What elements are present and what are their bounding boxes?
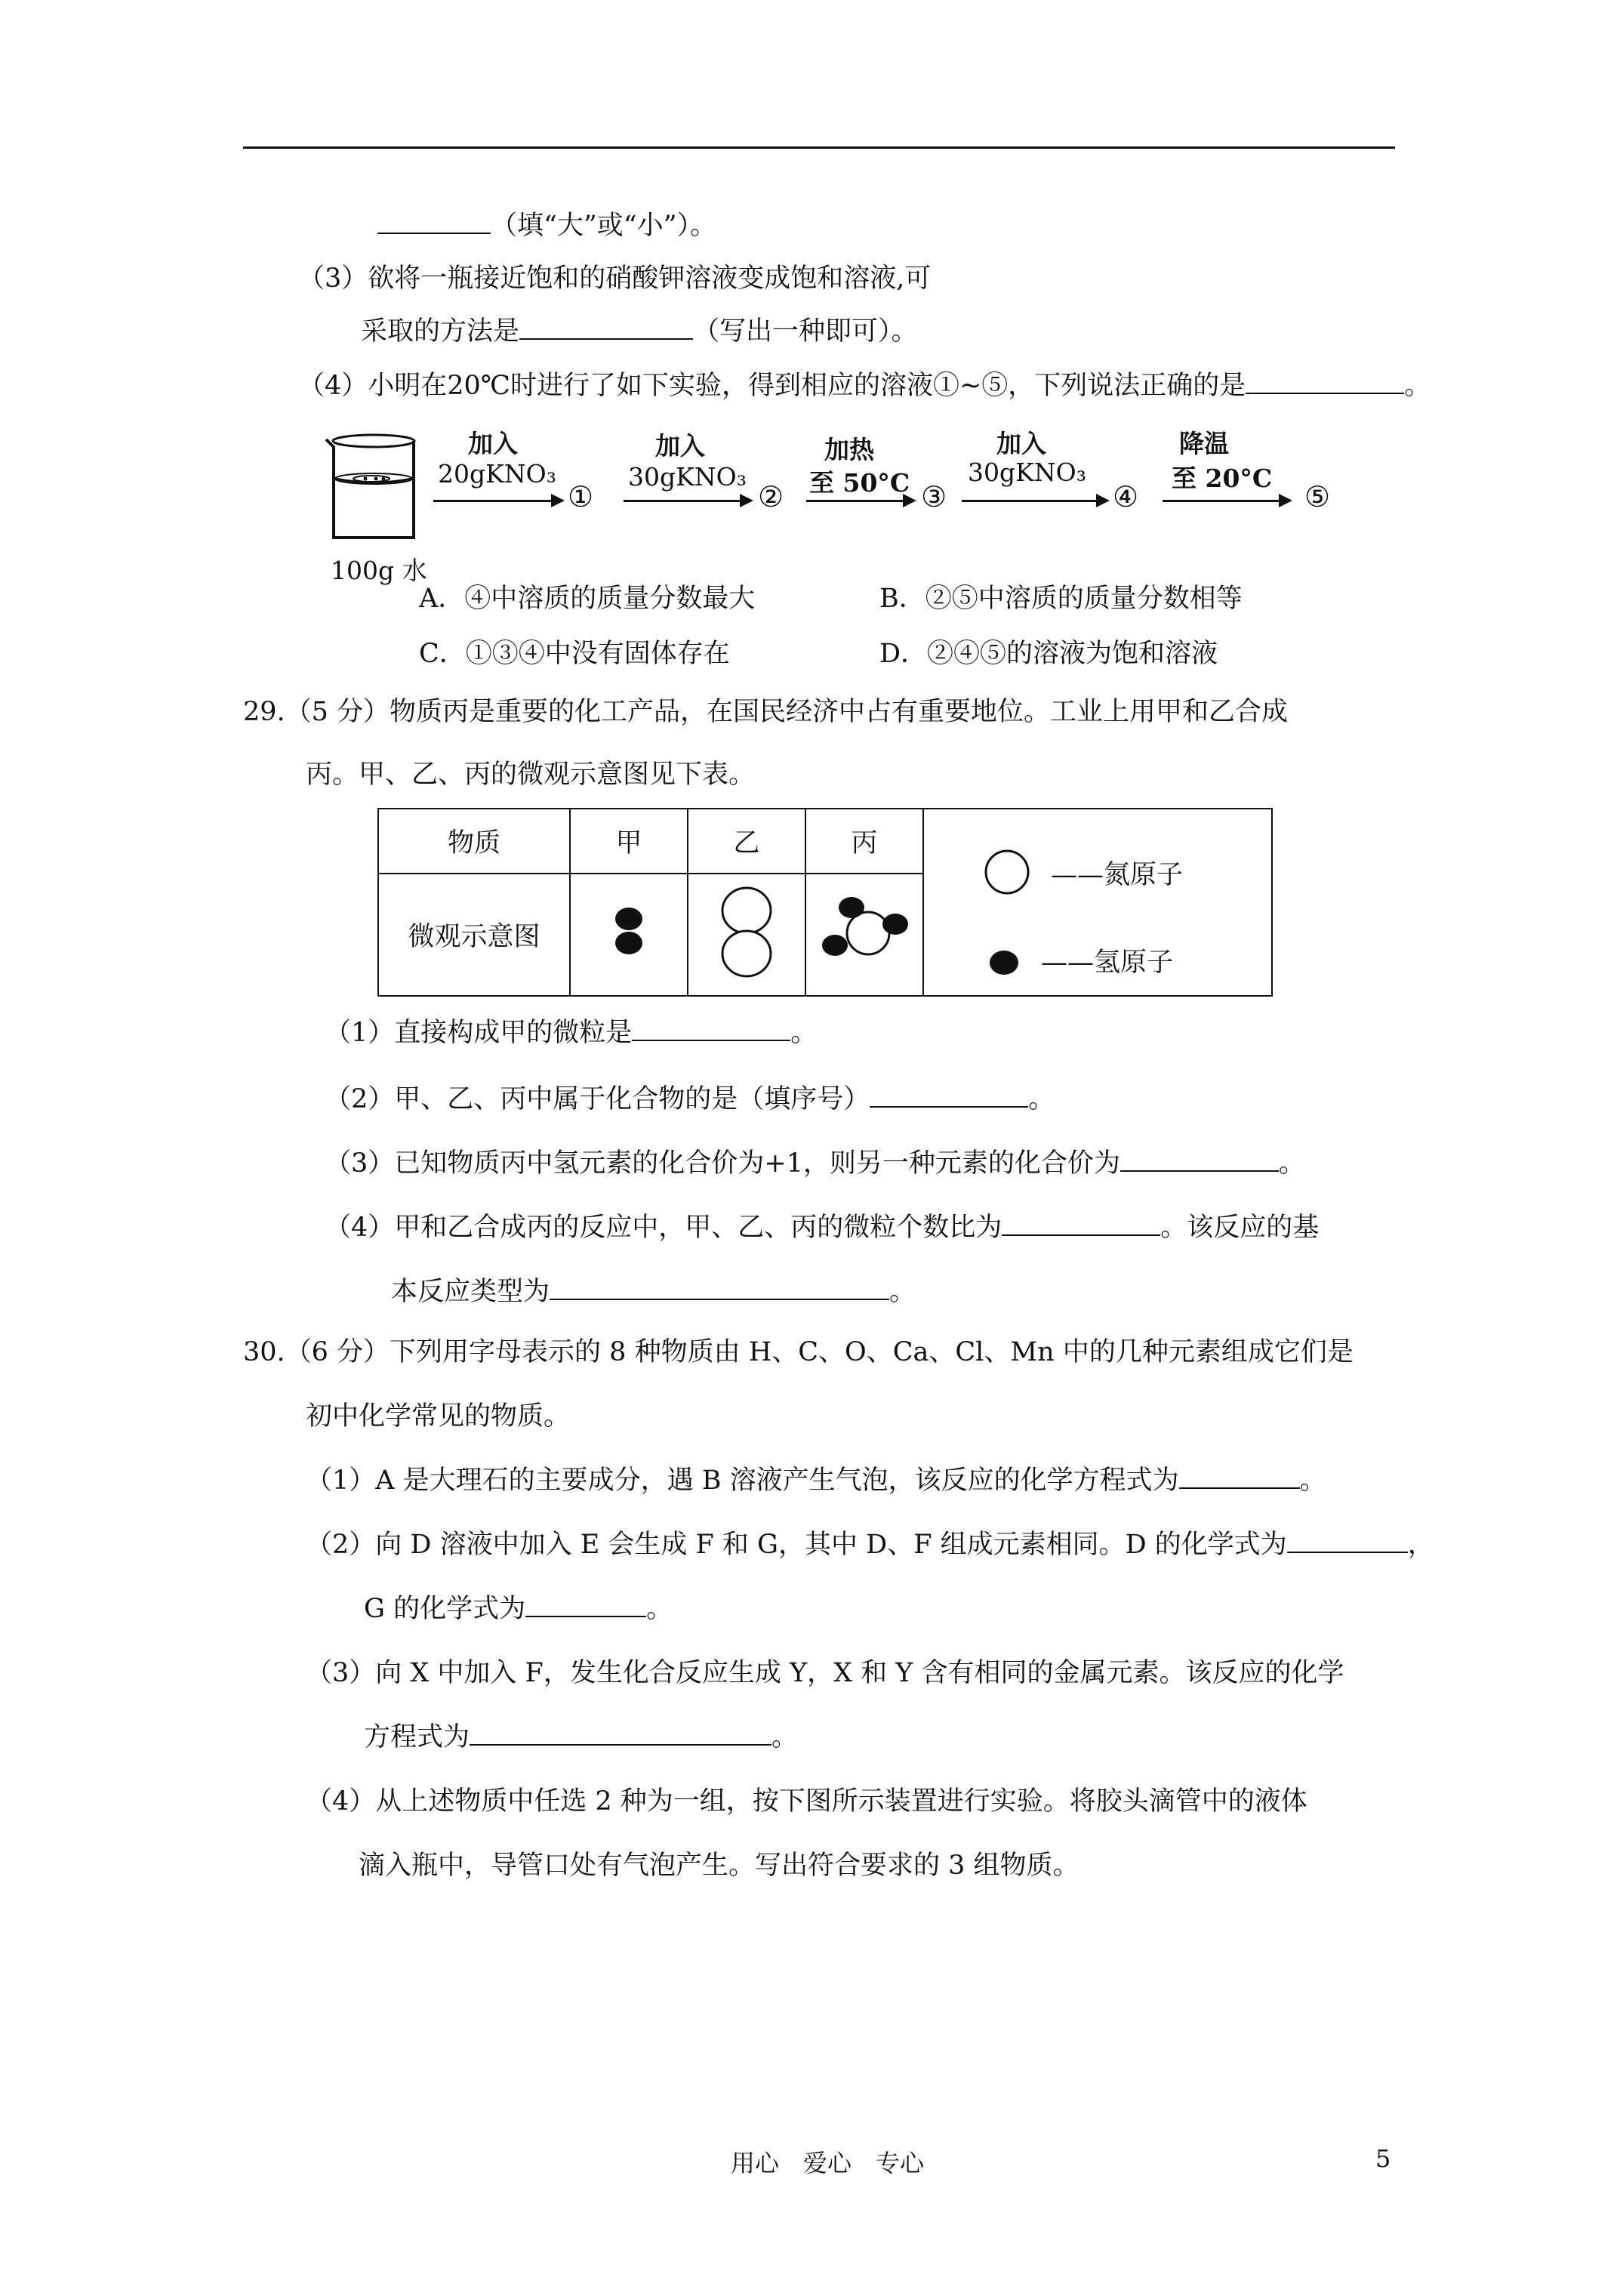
molecule-table — [377, 808, 1273, 997]
legend-cell — [923, 809, 1272, 996]
q29-part4-end: 。该反应的基 — [1160, 1213, 1320, 1243]
answer-blank[interactable] — [632, 1017, 790, 1041]
q30-part3-line1: （3）向 X 中加入 F，发生化合反应生成 Y，X 和 Y 含有相同的金属元素。该反应的化学 — [306, 1658, 1344, 1688]
q29-part3 — [325, 1148, 1305, 1179]
step2-bottom: 30gKNO₃ — [628, 462, 747, 492]
answer-blank[interactable] — [1246, 370, 1404, 394]
step3-top: 加热 — [824, 435, 874, 464]
step4-bottom: 30gKNO₃ — [968, 458, 1086, 487]
q30-part1 — [306, 1465, 1326, 1496]
q30-part2b-text: G 的化学式为 — [364, 1594, 526, 1624]
answer-blank[interactable] — [1179, 1465, 1300, 1489]
q29-part2-text: （2）甲、乙、丙中属于化合物的是（填序号） — [325, 1084, 870, 1114]
legend-hydrogen: ——氢原子 — [1041, 948, 1174, 978]
answer-blank[interactable] — [1002, 1212, 1160, 1236]
option-a: A．④中溶质的质量分数最大 — [419, 584, 756, 614]
solution-2: ② — [758, 480, 784, 513]
q29-part4-line2 — [391, 1276, 916, 1308]
legend-nitrogen: ——氮原子 — [1051, 860, 1184, 890]
q30-part4-line2: 滴入瓶中，导管口处有气泡产生。写出符合要求的 3 组物质。 — [359, 1851, 1079, 1881]
q29-part1-text: （1）直接构成甲的微粒是 — [325, 1018, 633, 1048]
q29-part2-end: 。 — [1028, 1084, 1055, 1114]
step2-top: 加入 — [655, 431, 705, 461]
header-substance: 物质 — [378, 809, 570, 874]
q29-part4-line1 — [325, 1212, 1319, 1244]
q29-stem-line1: 29.（5 分）物质丙是重要的化工产品，在国民经济中占有重要地位。工业上用甲和乙合成 — [243, 697, 1289, 727]
jia-diagram — [570, 874, 688, 996]
answer-blank[interactable] — [1287, 1529, 1408, 1553]
header-yi: 乙 — [688, 809, 805, 874]
q29-part1 — [325, 1017, 817, 1049]
q30-stem-line1: 30.（6 分）下列用字母表示的 8 种物质由 H、C、O、Ca、Cl、Mn 中的几种元素组成它们是 — [243, 1337, 1354, 1367]
arrow-icon — [624, 500, 750, 502]
answer-blank[interactable] — [377, 210, 491, 234]
fill-hint: （填“大”或“小”）。 — [491, 211, 717, 241]
q30-part3b-end: 。 — [771, 1722, 799, 1752]
ammonia-molecule-icon — [808, 886, 921, 977]
q29-part1-end: 。 — [790, 1018, 818, 1048]
part4-end: 。 — [1404, 371, 1431, 401]
option-b: B．②⑤中溶质的质量分数相等 — [879, 584, 1243, 614]
answer-blank[interactable] — [870, 1083, 1028, 1108]
yi-diagram — [688, 874, 805, 996]
q30-part1-text: （1）A 是大理石的主要成分，遇 B 溶液产生气泡，该反应的化学方程式为 — [306, 1465, 1179, 1496]
nitrogen-atom-icon — [983, 848, 1031, 896]
header-bing: 丙 — [805, 809, 923, 874]
part3-hint: （写出一种即可）。 — [693, 316, 918, 347]
q29-stem-line2: 丙。甲、乙、丙的微观示意图见下表。 — [306, 760, 756, 790]
nitrogen-molecule-icon — [713, 883, 781, 981]
option-d: D．②④⑤的溶液为饱和溶液 — [879, 639, 1218, 669]
solution-4: ④ — [1113, 480, 1139, 513]
q29-part3-text: （3）已知物质丙中氢元素的化合价为+1，则另一种元素的化合价为 — [325, 1148, 1120, 1179]
step4-top: 加入 — [996, 429, 1046, 458]
header-jia: 甲 — [570, 809, 688, 874]
answer-blank[interactable] — [470, 1721, 771, 1746]
step5-bottom: 至 20°C — [1172, 464, 1273, 493]
q29-part4b-end: 。 — [889, 1277, 916, 1307]
q30-part4-line1: （4）从上述物质中任选 2 种为一组，按下图所示装置进行实验。将胶头滴管中的液体 — [306, 1786, 1307, 1817]
step1-bottom: 20gKNO₃ — [438, 459, 556, 488]
water-label: 100g 水 — [331, 556, 427, 585]
q30-stem-line2: 初中化学常见的物质。 — [306, 1401, 571, 1432]
q30-part1-end: 。 — [1299, 1465, 1326, 1496]
q29-part4-text: （4）甲和乙合成丙的反应中，甲、乙、丙的微粒个数比为 — [325, 1213, 1002, 1243]
q30-part3b-text: 方程式为 — [364, 1722, 470, 1752]
arrow-icon — [433, 500, 562, 502]
solution-1: ① — [568, 480, 594, 513]
solution-5: ⑤ — [1304, 480, 1331, 513]
q28-fill-line — [377, 210, 716, 242]
q29-part3-end: 。 — [1278, 1148, 1305, 1179]
q30-part2-text: （2）向 D 溶液中加入 E 会生成 F 和 G，其中 D、F 组成元素相同。D 的化学式为 — [306, 1530, 1287, 1560]
q28-part3-line2 — [361, 316, 918, 347]
arrow-icon — [1163, 500, 1289, 502]
step5-top: 降温 — [1179, 429, 1229, 458]
q28-part3-line1: （3）欲将一瓶接近饱和的硝酸钾溶液变成饱和溶液,可 — [298, 264, 932, 294]
q30-part2-end: ， — [1407, 1530, 1434, 1560]
q30-part2b-end: 。 — [646, 1594, 673, 1624]
hydrogen-atom-icon — [987, 948, 1021, 978]
step3-bottom: 至 50°C — [809, 468, 910, 498]
bing-diagram — [805, 874, 923, 996]
arrow-icon — [806, 500, 913, 502]
row-label: 微观示意图 — [378, 874, 570, 996]
part4-text: （4）小明在20℃时进行了如下实验，得到相应的溶液①~⑤，下列说法正确的是 — [298, 371, 1246, 401]
q28-part4-line — [298, 370, 1431, 402]
q30-part2-line2 — [364, 1593, 673, 1625]
hydrogen-molecule-icon — [606, 898, 651, 966]
answer-blank[interactable] — [550, 1276, 889, 1300]
option-c: C．①③④中没有固体存在 — [419, 639, 730, 669]
q30-part3-line2 — [364, 1721, 798, 1753]
step1-top: 加入 — [468, 429, 518, 458]
q30-part2-line1 — [306, 1529, 1434, 1561]
solution-3: ③ — [921, 480, 947, 513]
footer-motto: 用心 爱心 专心 — [731, 2149, 925, 2177]
answer-blank[interactable] — [1120, 1148, 1279, 1172]
q29-part2 — [325, 1083, 1055, 1115]
arrow-icon — [962, 500, 1107, 502]
beaker-icon — [317, 432, 430, 545]
q29-part4b-text: 本反应类型为 — [391, 1277, 550, 1307]
answer-blank[interactable] — [519, 316, 693, 340]
page-number: 5 — [1375, 2144, 1391, 2173]
header-rule — [243, 146, 1395, 149]
answer-blank[interactable] — [525, 1593, 646, 1617]
part3-prefix: 采取的方法是 — [361, 316, 520, 347]
